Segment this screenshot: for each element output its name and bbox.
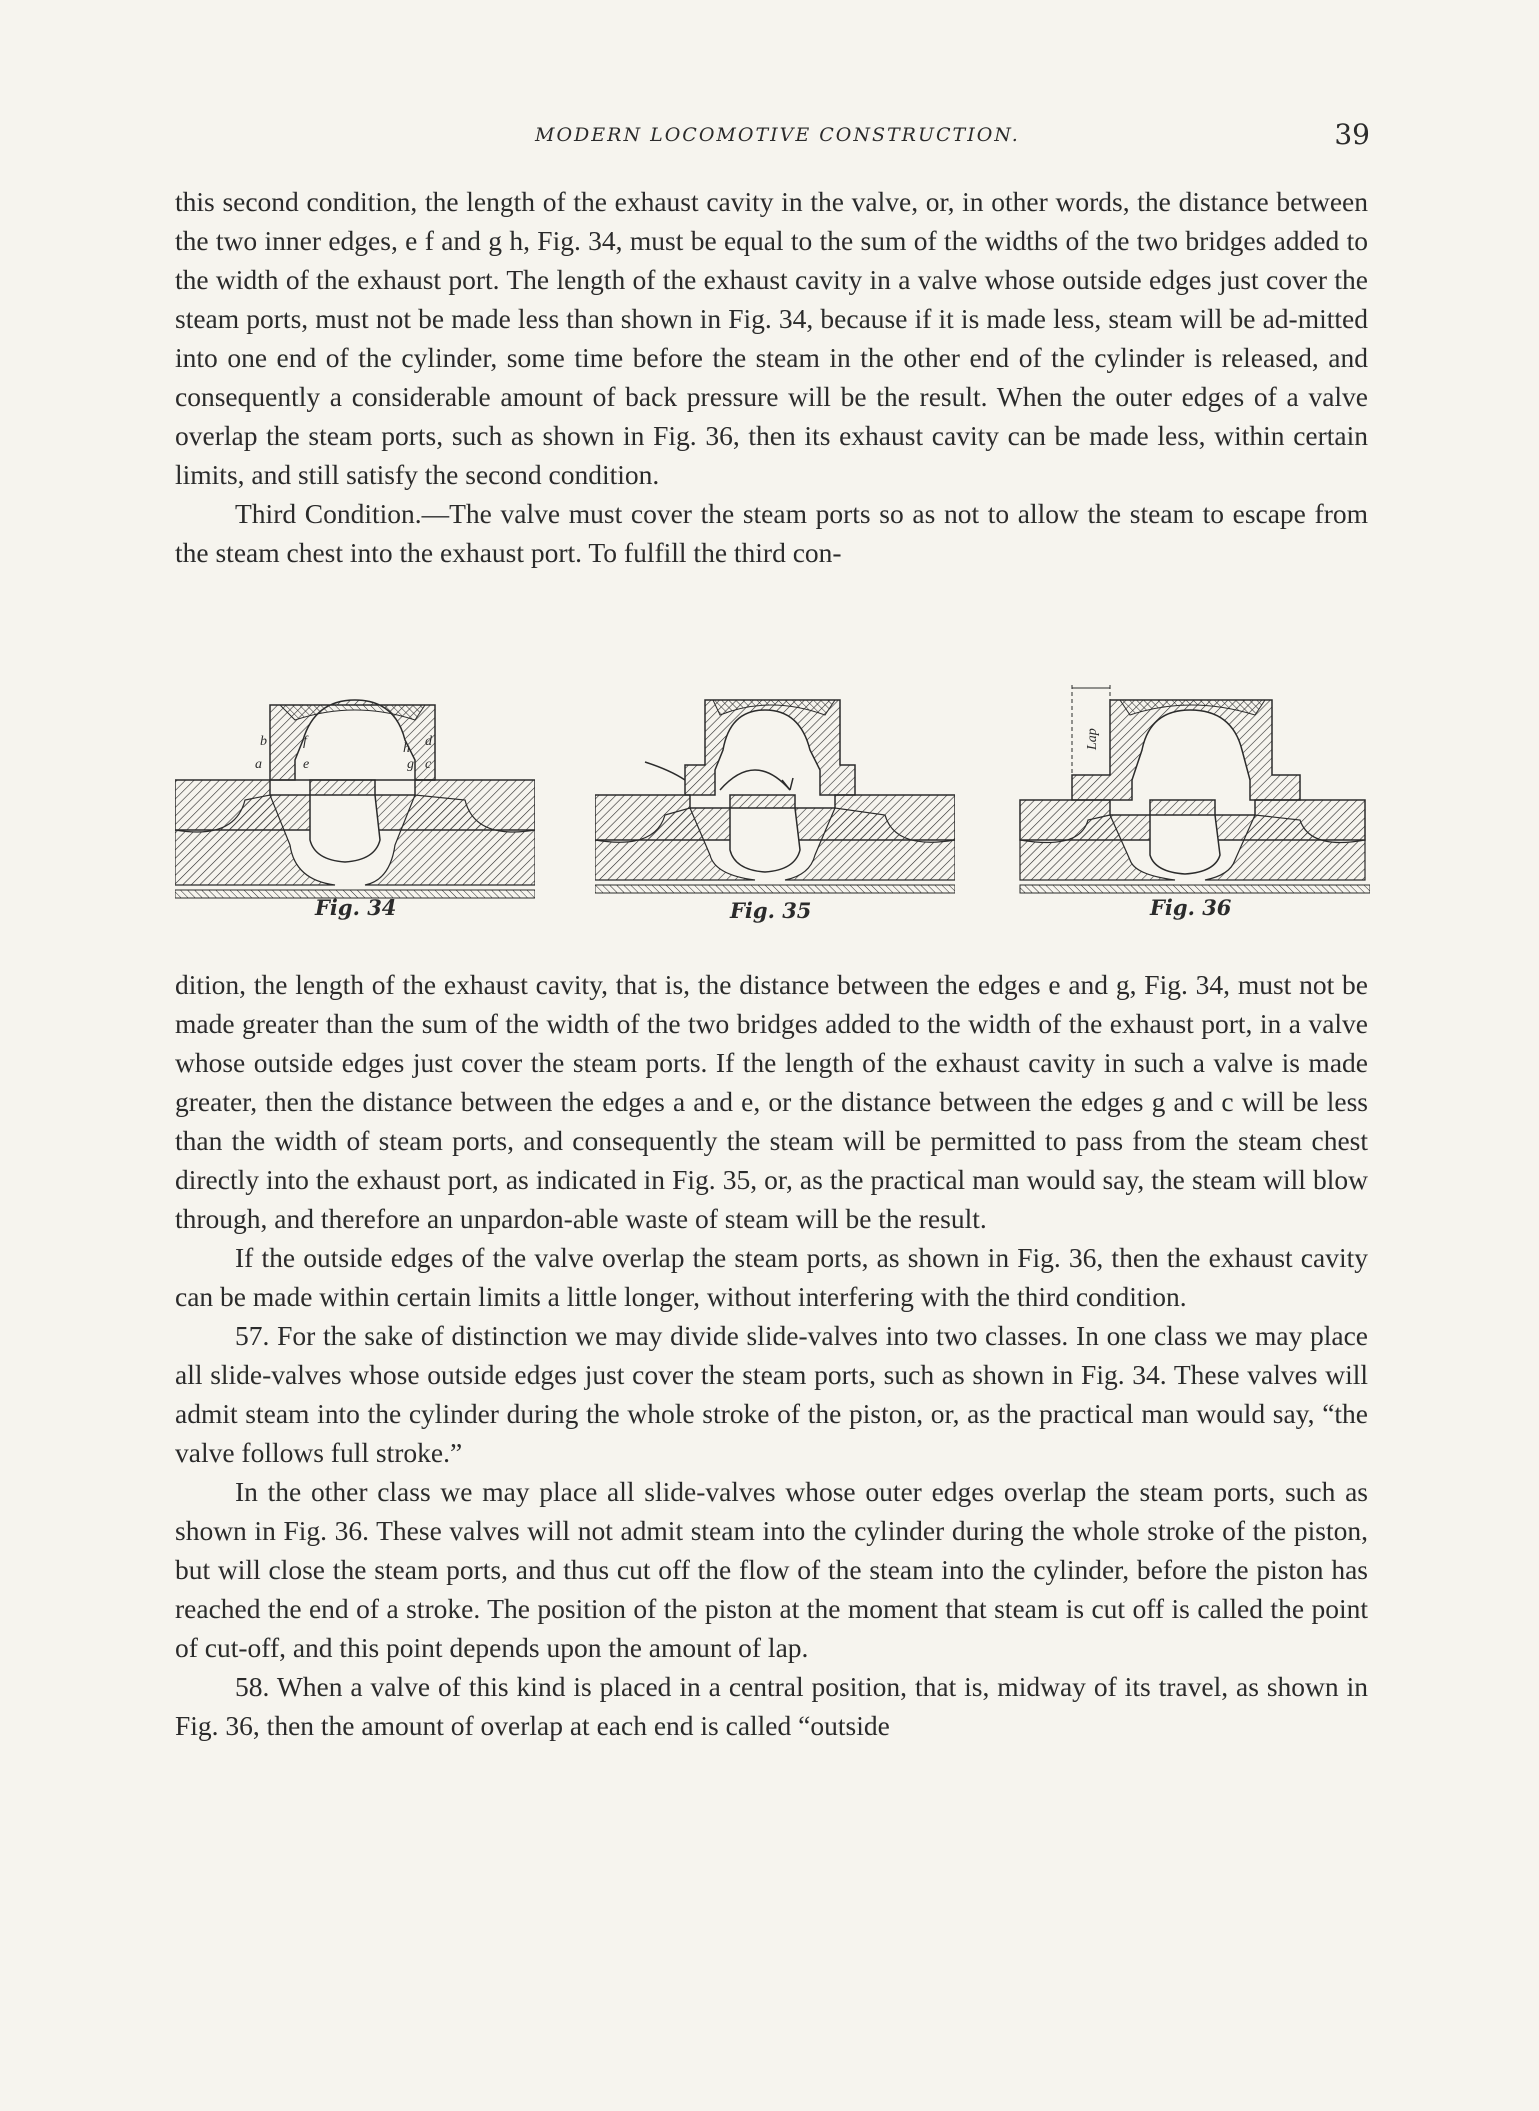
edge-label: h [403,741,410,756]
edge-label: e [303,757,310,772]
figure-caption: Fig. 34 [315,895,397,920]
edge-label: a [255,757,262,772]
paragraph: If the outside edges of the valve overlap the steam ports, as shown in Fig. 36, then the exhaust cavity can be made within certain limits a little longer, without interfering with the third condition. [175,1242,1368,1312]
body-text-bottom [175,965,1368,1745]
slide-valve-diagram-34 [175,680,535,900]
slide-valve-diagram-35 [595,680,955,900]
paragraph: dition, the length of the exhaust cavity, that is, the distance between the edges e and g, Fig. 34, must not be made greater than the sum of the width of the two bridges added to the width of the exhaust port, in a valve whose outside edges just cover the steam ports. If the length of the exhaust cavity in such a valve is made greater, then the distance between the edges a and e, or the distance between the edges g and c will be less than the width of steam ports, and consequently the steam will be permitted to pass from the steam chest directly into the exhaust port, as indicated in Fig. 35, or, as the practical man would say, the steam will blow through, and therefore an unpardon-able waste of steam will be the result. [175,969,1368,1234]
page-number: 39 [1334,118,1370,151]
slide-valve-diagram-36 [1010,680,1370,900]
paragraph: this second condition, the length of the exhaust cavity in the valve, or, in other words, the distance between the two inner edges, e f and g h, Fig. 34, must be equal to the sum of the widths of the two bridges added to the width of the exhaust port. The length of the exhaust cavity in a valve whose outside edges just cover the steam ports, must not be made less than shown in Fig. 34, because if it is made less, steam will be ad-mitted into one end of the cylinder, some time before the steam in the other end of the cylinder is released, and consequently a considerable amount of back pressure will be the result. When the outer edges of a valve overlap the steam ports, such as shown in Fig. 36, then its exhaust cavity can be made less, within certain limits, and still satisfy the second condition. [175,186,1368,490]
edge-label: d [425,734,432,749]
figure-36 [1010,680,1370,920]
figure-row [170,680,1370,930]
edge-label: f [303,734,307,749]
paragraph-58: 58. When a valve of this kind is placed in a central position, that is, midway of its travel, as shown in Fig. 36, then the amount of overlap at each end is called “outside [175,1671,1368,1741]
page-header [175,118,1375,158]
edge-label: b [260,734,267,749]
figure-caption: Fig. 35 [730,898,812,923]
paragraph: In the other class we may place all slide-valves whose outer edges overlap the steam ports, such as shown in Fig. 36. These valves will not admit steam into the cylinder during the whole stroke of the piston, but will close the steam ports, and thus cut off the flow of the steam into the cylinder, before the piston has reached the end of a stroke. The position of the piston at the moment that steam is cut off is called the point of cut-off, and this point depends upon the amount of lap. [175,1476,1368,1663]
paragraph-57: 57. For the sake of distinction we may divide slide-valves into two classes. In one class we may place all slide-valves whose outside edges just cover the steam ports, such as shown in Fig. 34. These valves will admit steam into the cylinder during the whole stroke of the piston, or, as the practical man would say, “the valve follows full stroke.” [175,1320,1368,1468]
figure-caption: Fig. 36 [1150,895,1232,920]
figure-35 [595,680,955,923]
edge-label: g [407,757,414,772]
edge-label: c [425,757,432,772]
lap-label: Lap [1085,728,1100,750]
figure-34 [175,680,535,920]
paragraph-third-condition: Third Condition.—The valve must cover the steam ports so as not to allow the steam to escape from the steam chest into the exhaust port. To fulfill the third con- [175,498,1368,568]
body-text-top [175,182,1368,572]
running-title: MODERN LOCOMOTIVE CONSTRUCTION. [535,124,1020,146]
